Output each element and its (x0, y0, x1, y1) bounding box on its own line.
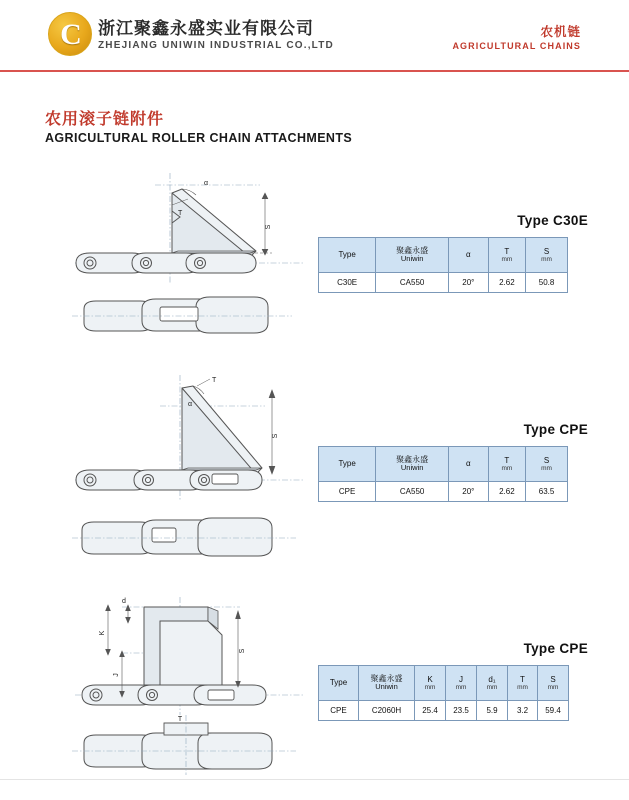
page-title-en: AGRICULTURAL ROLLER CHAIN ATTACHMENTS (45, 131, 353, 145)
type-label-2: Type CPE (523, 422, 588, 437)
cell-type: C30E (319, 273, 376, 293)
col-j: J mm (446, 666, 477, 701)
product-category-en: AGRICULTURAL CHAINS (452, 41, 581, 51)
col-t: T mm (488, 238, 525, 273)
col-s: S mm (526, 238, 568, 273)
cell-uniwin: CA550 (376, 482, 449, 502)
dim-k-label: K (99, 630, 106, 636)
drawing-c30e (60, 165, 310, 355)
dim-alpha-label: α (204, 180, 209, 187)
col-t: T mm (488, 447, 525, 482)
table-row (319, 482, 568, 502)
section-cpe-1 (0, 370, 629, 570)
col-s: S mm (538, 666, 569, 701)
dim-s-label-2: S (272, 433, 279, 439)
section-cpe-2 (0, 595, 629, 785)
cell-alpha: 20° (448, 482, 488, 502)
cell-t: 2.62 (488, 482, 525, 502)
cell-t: 2.62 (488, 273, 525, 293)
cell-uniwin: CA550 (376, 273, 449, 293)
table-header-row (319, 666, 569, 701)
cell-s: 50.8 (526, 273, 568, 293)
cell-alpha: 20° (448, 273, 488, 293)
spec-table-3 (318, 665, 569, 721)
company-name-en: ZHEJIANG UNIWIN INDUSTRIAL CO.,LTD (98, 40, 334, 51)
cell-d1: 5.9 (477, 701, 508, 721)
section-c30e (0, 165, 629, 355)
page-footer (0, 779, 629, 800)
spec-table-1 (318, 237, 568, 293)
col-alpha: α (448, 447, 488, 482)
col-type: Type (319, 666, 359, 701)
product-category-cn: 农机链 (540, 24, 581, 39)
cell-uniwin: C2060H (359, 701, 415, 721)
cell-s: 59.4 (538, 701, 569, 721)
table-header-row (319, 447, 568, 482)
cell-j: 23.5 (446, 701, 477, 721)
spec-table-2 (318, 446, 568, 502)
company-name-cn: 浙江聚鑫永盛实业有限公司 (98, 19, 314, 39)
dim-d-label: d (122, 598, 126, 605)
table-header-row (319, 238, 568, 273)
cell-type: CPE (319, 482, 376, 502)
col-d1: d₁ mm (477, 666, 508, 701)
col-alpha: α (448, 238, 488, 273)
dim-j-label: J (113, 673, 120, 677)
col-uniwin: 聚鑫永盛 Uniwin (376, 447, 449, 482)
dim-t-label-2: T (212, 377, 217, 384)
page-title-cn: 农用滚子链附件 (45, 109, 165, 128)
cell-t: 3.2 (508, 701, 538, 721)
table-row (319, 273, 568, 293)
cell-type: CPE (319, 701, 359, 721)
dim-t-label-3: T (177, 716, 183, 723)
drawing-cpe-2 (60, 595, 310, 785)
col-t: T mm (508, 666, 538, 701)
page-header (0, 0, 629, 72)
dim-alpha-label-2: α (188, 401, 193, 408)
type-label-3: Type CPE (523, 641, 588, 656)
dim-s-label: S (265, 224, 272, 230)
drawing-cpe-1 (60, 370, 310, 560)
col-uniwin: 聚鑫永盛 Uniwin (359, 666, 415, 701)
cell-s: 63.5 (526, 482, 568, 502)
table-row (319, 701, 569, 721)
cell-k: 25.4 (415, 701, 446, 721)
col-type: Type (319, 447, 376, 482)
col-type: Type (319, 238, 376, 273)
dim-s-label-3: S (239, 648, 246, 654)
company-logo (48, 12, 92, 56)
logo-glyph: C (60, 18, 82, 51)
col-k: K mm (415, 666, 446, 701)
dim-t-label: T (178, 210, 183, 217)
type-label-1: Type C30E (517, 213, 588, 228)
col-uniwin: 聚鑫永盛 Uniwin (376, 238, 449, 273)
col-s: S mm (526, 447, 568, 482)
